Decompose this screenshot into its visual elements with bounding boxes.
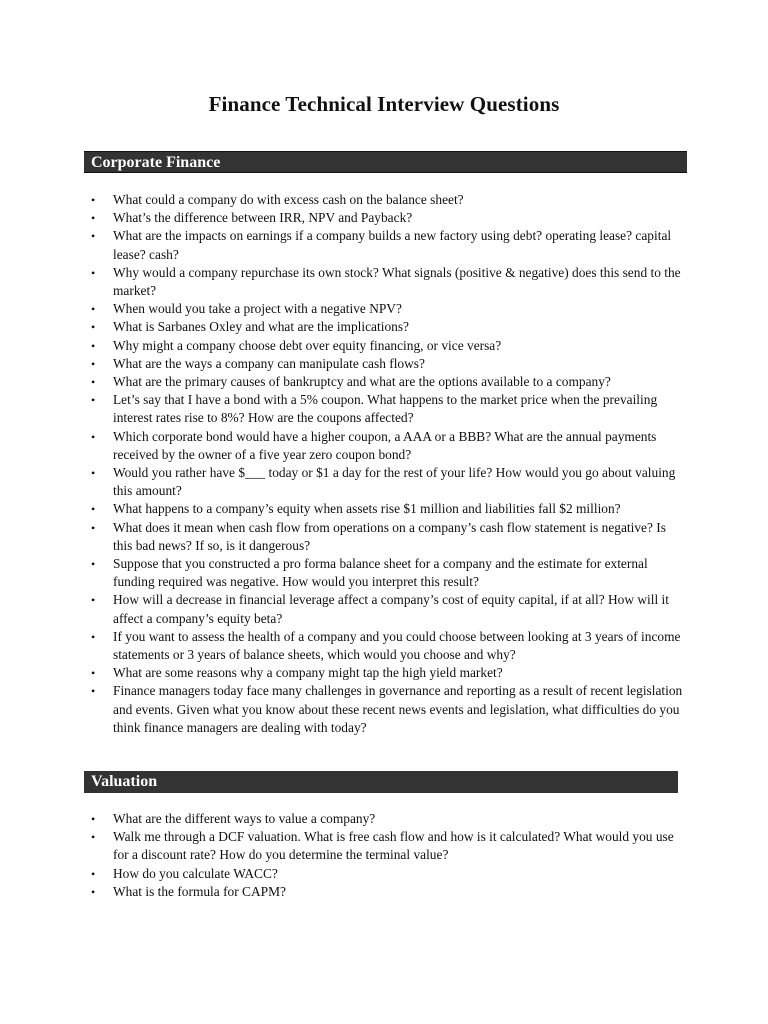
question-text: Suppose that you constructed a pro forma balance sheet for a company and the estimate for external funding required was negative. How would you interpret this result? <box>113 556 648 590</box>
bullet-icon: • <box>91 265 96 280</box>
question-item <box>84 591 684 627</box>
question-text: How will a decrease in financial leverage affect a company’s cost of equity capital, if at all? How will it affect a company’s equity beta? <box>113 592 669 626</box>
question-item <box>84 428 684 464</box>
question-text: If you want to assess the health of a company and you could choose between looking at 3 years of income statements or 3 years of balance sheets, which would you choose and why? <box>113 628 681 663</box>
question-text: What are the primary causes of bankruptcy and what are the options available to a company? <box>113 374 611 390</box>
document-title: Finance Technical Interview Questions <box>208 92 560 116</box>
question-text: What are the different ways to value a company? <box>113 811 376 826</box>
bullet-icon: • <box>91 193 96 207</box>
bullet-icon: • <box>91 320 96 335</box>
bullet-icon: • <box>91 629 96 644</box>
bullet-icon: • <box>91 302 96 317</box>
question-item <box>84 373 684 391</box>
question-text: What could a company do with excess cash on the balance sheet? <box>113 192 464 207</box>
question-item <box>84 300 684 318</box>
question-text: Finance managers today face many challenges in governance and reporting as a result of recent legislation and events. Given what you know about these recent news events and legislation, what difficulties do you think finance managers are dealing with today? <box>113 683 683 735</box>
bullet-icon: • <box>91 466 96 481</box>
question-text: Let’s say that I have a bond with a 5% coupon. What happens to the market price when the prevailing interest rates rise to 8%? How are the coupons affected? <box>113 392 658 426</box>
question-text: What is Sarbanes Oxley and what are the implications? <box>113 319 409 335</box>
question-text: What are the impacts on earnings if a company builds a new factory using debt? operating lease? capital lease? cash? <box>113 228 672 262</box>
question-item <box>84 355 684 373</box>
question-item <box>84 391 684 427</box>
bullet-icon: • <box>91 593 96 608</box>
bullet-icon: • <box>91 520 96 535</box>
bullet-icon: • <box>91 812 96 826</box>
section-heading-corporate-finance: Corporate Finance <box>84 151 687 173</box>
bullet-icon: • <box>91 830 96 845</box>
question-item <box>84 337 684 355</box>
question-item <box>84 865 684 883</box>
question-item <box>84 464 684 500</box>
question-item <box>84 883 684 901</box>
question-list-corporate-finance <box>84 191 684 737</box>
bullet-icon: • <box>91 211 96 226</box>
bullet-icon: • <box>91 356 96 371</box>
question-item <box>84 500 684 518</box>
question-item <box>84 519 684 555</box>
question-text: What is the formula for CAPM? <box>113 883 286 899</box>
question-text: What happens to a company’s equity when assets rise $1 million and liabilities fall $2 million? <box>113 501 621 517</box>
question-text: Why might a company choose debt over equity financing, or vice versa? <box>113 337 502 353</box>
question-text: Why would a company repurchase its own stock? What signals (positive & negative) does this send to the market? <box>113 264 681 299</box>
bullet-icon: • <box>91 393 96 408</box>
bullet-icon: • <box>91 502 96 517</box>
question-item <box>84 628 684 664</box>
bullet-icon: • <box>91 229 96 244</box>
question-text: When would you take a project with a negative NPV? <box>113 301 402 317</box>
bullet-icon: • <box>91 666 96 681</box>
question-text: How do you calculate WACC? <box>113 865 278 881</box>
question-text: Walk me through a DCF valuation. What is free cash flow and how is it calculated? What would you use for a discount rate? How do you determine the terminal value? <box>113 829 674 863</box>
bullet-icon: • <box>91 557 96 572</box>
question-item <box>84 209 684 227</box>
question-text: Which corporate bond would have a higher coupon, a AAA or a BBB? What are the annual payments received by the owner of a five year zero coupon bond? <box>113 428 657 462</box>
bullet-icon: • <box>91 429 96 444</box>
question-item <box>84 227 684 263</box>
question-item <box>84 664 684 682</box>
bullet-icon: • <box>91 884 96 899</box>
bullet-icon: • <box>91 338 96 353</box>
question-text: What are some reasons why a company might tap the high yield market? <box>113 665 503 681</box>
question-text: What does it mean when cash flow from operations on a company’s cash flow statement is negative? Is this bad news? If so, is it dangerous? <box>113 519 666 553</box>
question-list-valuation <box>84 810 684 901</box>
section-heading-valuation: Valuation <box>84 771 678 793</box>
question-item <box>84 828 684 864</box>
question-item <box>84 191 684 209</box>
question-item <box>84 682 684 737</box>
question-item <box>84 810 684 828</box>
question-item <box>84 318 684 336</box>
question-item <box>84 555 684 591</box>
question-text: What are the ways a company can manipulate cash flows? <box>113 355 425 371</box>
bullet-icon: • <box>91 684 96 699</box>
question-text: Would you rather have $___ today or $1 a day for the rest of your life? How would you go about valuing this amount? <box>113 465 676 499</box>
question-item <box>84 264 684 300</box>
question-text: What’s the difference between IRR, NPV and Payback? <box>113 210 413 226</box>
bullet-icon: • <box>91 866 96 881</box>
bullet-icon: • <box>91 375 96 390</box>
